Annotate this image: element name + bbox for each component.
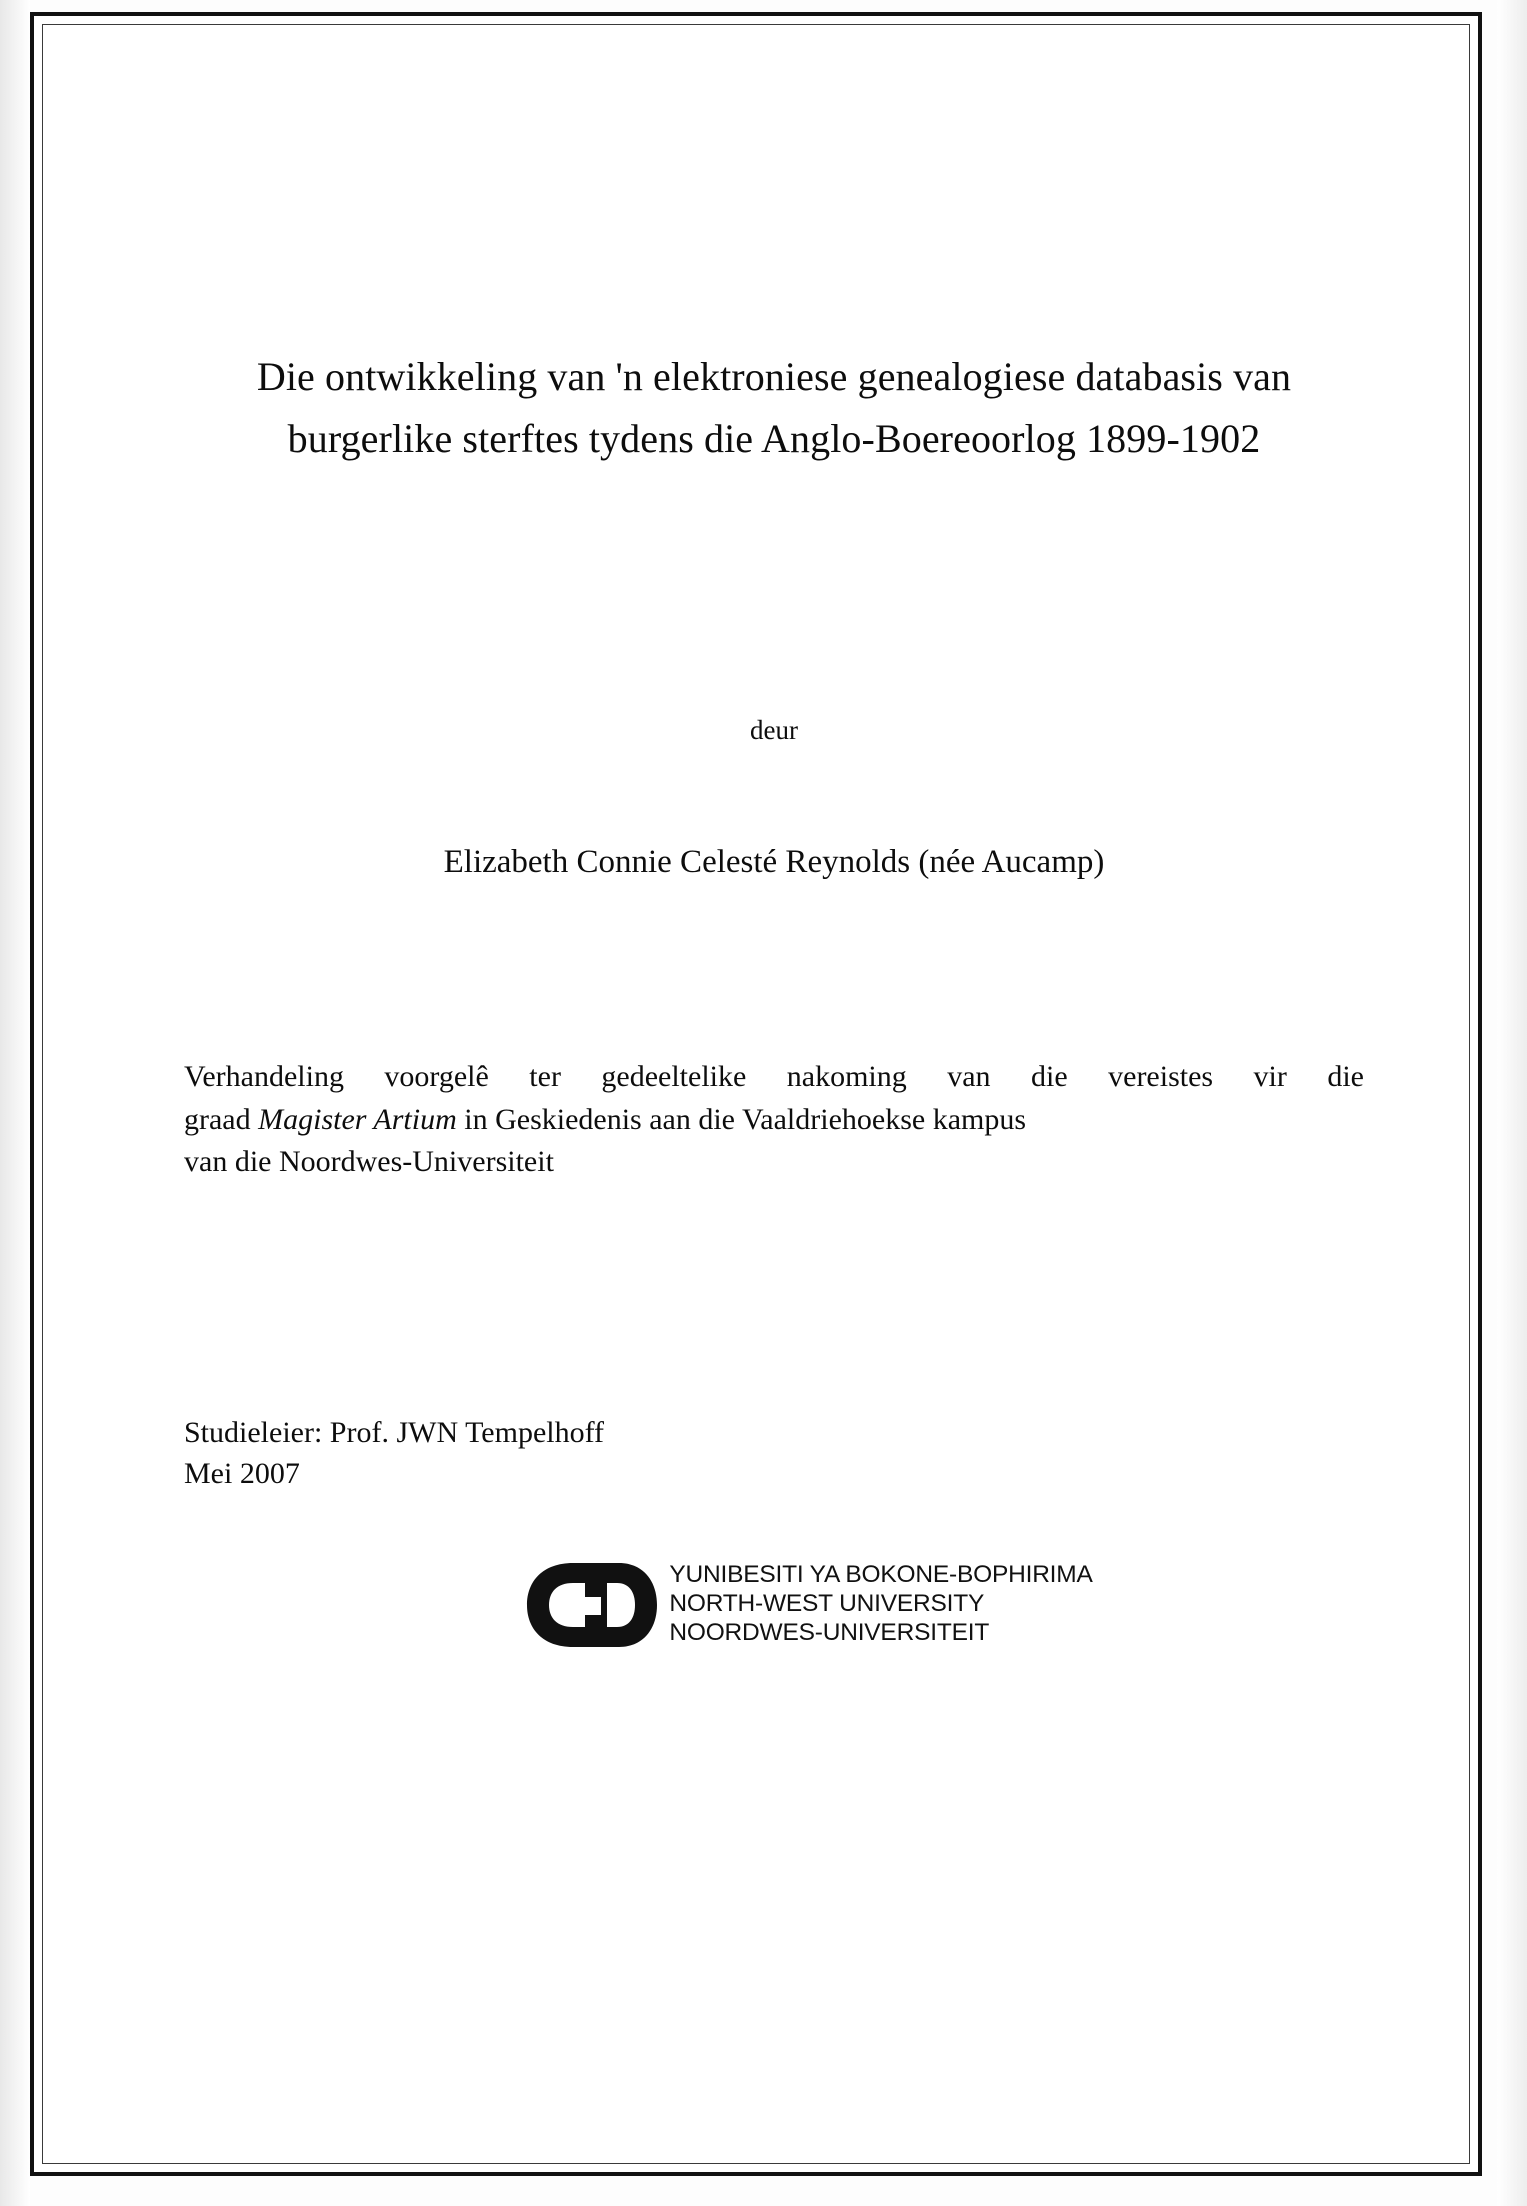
degree-statement (184, 1056, 1364, 1184)
degree-statement-line-1: Verhandeling voorgelê ter gedeeltelike nakoming van die vereistes vir die (184, 1060, 1364, 1093)
supervisor-line: Studieleier: Prof. JWN Tempelhoff (184, 1415, 605, 1449)
logo-text-line-1: YUNIBESITI YA BOKONE-BOPHIRIMA (669, 1561, 1093, 1589)
supervisor-and-date (184, 1412, 1364, 1495)
title-page-content (184, 346, 1364, 1657)
scan-border (30, 12, 1482, 2176)
page-title (184, 346, 1364, 470)
university-logo (184, 1553, 1364, 1657)
title-line-2: burgerlike sterftes tydens die Anglo-Boereoorlog 1899-1902 (287, 416, 1261, 461)
logo-text-line-3: NOORDWES-UNIVERSITEIT (669, 1619, 990, 1647)
degree-statement-line-3: van die Noordwes-Universiteit (184, 1145, 554, 1179)
page-edge-shadow-right (1497, 0, 1527, 2206)
nwu-logo-icon (515, 1553, 665, 1657)
degree-statement-line-2-suffix: in Geskiedenis aan die Vaaldriehoekse kampus (456, 1102, 1027, 1136)
university-logo-text (669, 1561, 1092, 1648)
date-line: Mei 2007 (184, 1457, 300, 1491)
degree-name-italic: Magister Artium (258, 1102, 457, 1136)
logo-text-line-2: NORTH-WEST UNIVERSITY (669, 1590, 985, 1618)
page-edge-shadow-left (0, 0, 30, 2206)
author-name: Elizabeth Connie Celesté Reynolds (née Aucamp) (443, 844, 1105, 880)
degree-statement-line-2-prefix: graad (184, 1102, 259, 1136)
degree-statement-line-2 (184, 1099, 1364, 1142)
title-line-1: Die ontwikkeling van 'n elektroniese genealogiese databasis van (256, 354, 1292, 399)
by-label: deur (750, 715, 798, 745)
